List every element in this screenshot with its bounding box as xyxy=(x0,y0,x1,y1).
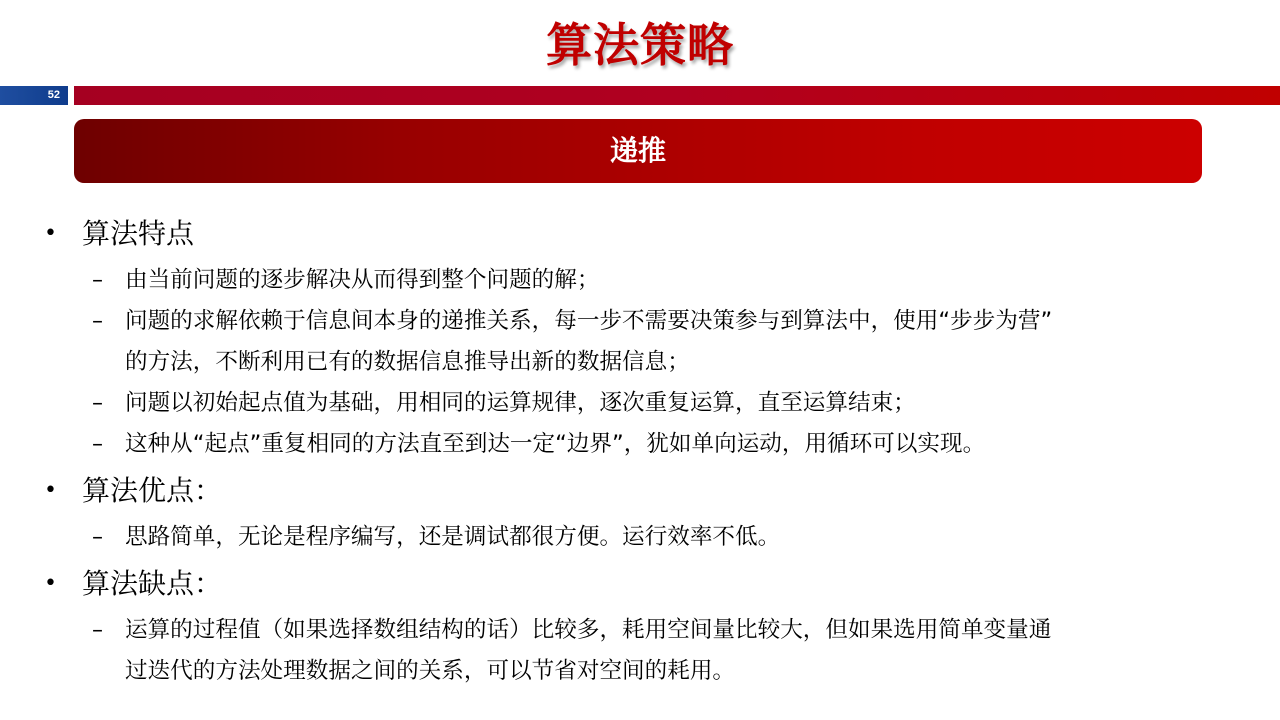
slide-title: 算法策略 xyxy=(546,18,734,72)
bullet-dot-icon: • xyxy=(44,221,57,246)
sub-item-text: 问题以初始起点值为基础，用相同的运算规律，逐次重复运算，直至运算结束； xyxy=(125,390,916,416)
header-divider-bar xyxy=(74,86,1280,105)
bullet-item xyxy=(0,558,1280,610)
bullet-dot-icon: • xyxy=(44,478,57,503)
sub-item xyxy=(0,517,1280,558)
dash-icon: – xyxy=(92,309,103,334)
sub-item-text: 的方法，不断利用已有的数据信息推导出新的数据信息； xyxy=(125,349,690,375)
sub-item-text: 由当前问题的逐步解决从而得到整个问题的解； xyxy=(125,267,600,293)
dash-icon: – xyxy=(92,618,103,643)
sub-item-text: 过迭代的方法处理数据之间的关系，可以节省对空间的耗用。 xyxy=(125,658,736,684)
sub-item xyxy=(0,260,1280,301)
sub-item xyxy=(0,301,1280,383)
section-banner: 递推 xyxy=(74,119,1202,183)
dash-icon: – xyxy=(92,268,103,293)
sub-item-text: 问题的求解依赖于信息间本身的递推关系，每一步不需要决策参与到算法中，使用“步步为营” xyxy=(125,308,1053,334)
bullet-heading: 算法优点： xyxy=(82,474,223,507)
sub-item-text: 思路简单，无论是程序编写，还是调试都很方便。运行效率不低。 xyxy=(125,524,781,550)
content-body xyxy=(0,208,1280,692)
bullet-item xyxy=(0,465,1280,517)
bullet-heading: 算法特点 xyxy=(82,217,195,250)
bullet-dot-icon: • xyxy=(44,571,57,596)
sub-item-text: 这种从“起点”重复相同的方法直至到达一定“边界”，犹如单向运动，用循环可以实现。 xyxy=(125,431,986,457)
page-number: 52 xyxy=(0,86,68,105)
dash-icon: – xyxy=(92,525,103,550)
sub-item-text: 运算的过程值（如果选择数组结构的话）比较多，耗用空间量比较大，但如果选用简单变量通 xyxy=(125,617,1052,643)
sub-item xyxy=(0,424,1280,465)
dash-icon: – xyxy=(92,432,103,457)
bullet-item xyxy=(0,208,1280,260)
bullet-heading: 算法缺点： xyxy=(82,567,223,600)
sub-item xyxy=(0,610,1280,692)
dash-icon: – xyxy=(92,391,103,416)
sub-item xyxy=(0,383,1280,424)
